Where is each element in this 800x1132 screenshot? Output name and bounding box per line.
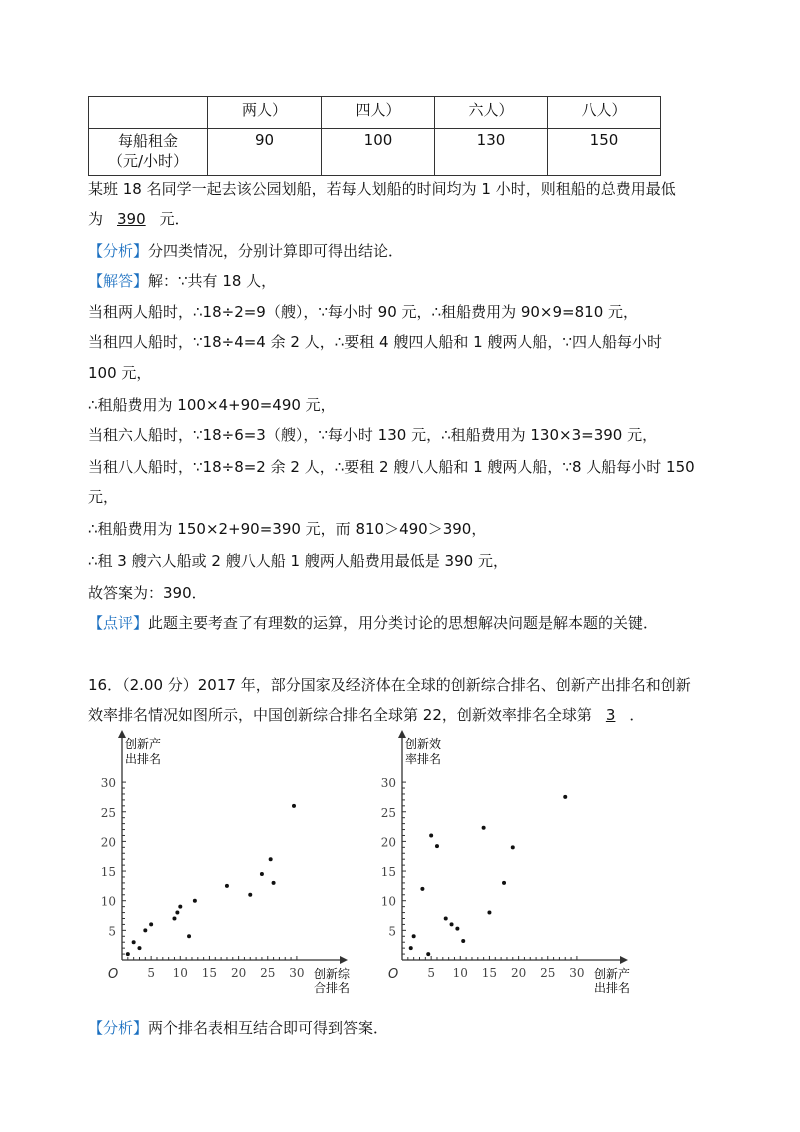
solution-text: 当租八人船时，∵18÷8=2 余 2 人，∴要租 2 艘八人船和 1 艘两人船，∵8 人船每小时 150 [88, 458, 695, 476]
question-text: 16．（2.00 分）2017 年，部分国家及经济体在全球的创新综合排名、创新产出排名和创新 [88, 676, 691, 694]
table-header [89, 97, 208, 129]
data-point [487, 911, 491, 915]
data-point [502, 881, 506, 885]
data-point [187, 934, 191, 938]
text: 为 [88, 210, 104, 228]
table-header: 六人） [435, 97, 548, 129]
solution-text: 当租六人船时，∵18÷6=3（艘），∵每小时 130 元，∴租船费用为 130×3=390 元， [88, 426, 658, 444]
table-cell: 90 [208, 129, 322, 176]
data-point [248, 893, 252, 897]
question-text: 某班 18 名同学一起去该公园划船，若每人划船的时间均为 1 小时，则租船的总费用最低 [88, 180, 676, 198]
solution-line [88, 362, 151, 383]
x-tick-label: 5 [147, 966, 155, 980]
data-point [126, 952, 130, 956]
text: 元． [159, 210, 190, 228]
row-label-line: （元/小时） [107, 152, 189, 170]
y-axis-label: 创新产 [125, 737, 162, 751]
data-point [149, 922, 153, 926]
comment-text: 此题主要考查了有理数的运算，用分类讨论的思想解决问题是解本题的关键． [148, 614, 659, 632]
table-cell: 100 [322, 129, 435, 176]
x-tick-label: 15 [201, 966, 218, 980]
data-point [178, 905, 182, 909]
y-axis-label: 创新效 [405, 737, 442, 751]
solution-tag: 【解答】 [88, 272, 149, 290]
data-point [420, 887, 424, 891]
solution-line [88, 518, 486, 539]
data-point [225, 884, 229, 888]
y-tick-label: 10 [100, 894, 116, 909]
answer: 390 [117, 210, 146, 228]
y-tick-label: 25 [380, 805, 396, 820]
data-point [143, 928, 147, 932]
question-text [88, 208, 190, 229]
solution-line [88, 456, 695, 477]
data-point [426, 952, 430, 956]
table-header: 八人） [548, 97, 661, 129]
data-point [429, 833, 433, 837]
y-tick-label: 5 [388, 924, 396, 939]
analysis-tag: 【分析】 [88, 242, 149, 260]
x-axis-label: 创新综 [314, 967, 351, 981]
table-cell: 150 [548, 129, 661, 176]
y-tick-label: 30 [380, 776, 396, 791]
x-tick-label: 25 [540, 966, 556, 980]
y-tick-label: 5 [108, 924, 116, 939]
y-tick-label: 15 [380, 865, 396, 880]
analysis-tag: 【分析】 [88, 1019, 149, 1037]
x-axis-label: 出排名 [594, 981, 631, 995]
text: 效率排名情况如图所示，中国创新综合排名全球第 22，创新效率排名全球第 [88, 706, 592, 724]
y-tick-label: 25 [100, 805, 116, 820]
y-tick-label: 20 [100, 835, 116, 850]
scatter-chart-output [92, 730, 362, 1000]
data-point [172, 916, 176, 920]
x-tick-label: 15 [481, 966, 498, 980]
analysis-text: 分四类情况，分别计算即可得出结论． [148, 242, 404, 260]
data-point [412, 934, 416, 938]
y-tick-label: 20 [380, 835, 396, 850]
x-axis-label: 创新产 [594, 967, 631, 981]
y-tick-label: 15 [100, 865, 116, 880]
boat-rent-table [88, 96, 661, 176]
solution-line [88, 582, 207, 603]
data-point [272, 881, 276, 885]
y-axis-label: 出排名 [125, 752, 162, 766]
solution-text: ∴租 3 艘六人船或 2 艘八人船 1 艘两人船费用最低是 390 元， [88, 552, 508, 570]
solution-text: ∴租船费用为 100×4+90=490 元， [88, 396, 336, 414]
data-point [461, 939, 465, 943]
y-tick-label: 10 [380, 894, 396, 909]
data-point [137, 946, 141, 950]
comment-tag: 【点评】 [88, 614, 149, 632]
row-label-line: 每船租金 [117, 132, 178, 150]
data-point [260, 872, 264, 876]
solution-text: 当租四人船时，∵18÷4=4 余 2 人，∴要租 4 艘四人船和 1 艘两人船，∵四人船每小时 [88, 333, 662, 351]
data-point [292, 804, 296, 808]
text: ． [629, 706, 645, 724]
question-text [88, 704, 644, 725]
x-arrow-icon [340, 956, 348, 964]
y-axis-label: 率排名 [405, 752, 442, 766]
table-header: 四人） [322, 97, 435, 129]
y-tick-label: 30 [100, 776, 116, 791]
table-header: 两人） [208, 97, 322, 129]
data-point [450, 922, 454, 926]
solution-line [88, 394, 336, 415]
data-point [563, 795, 567, 799]
data-point [482, 826, 486, 830]
data-point [511, 845, 515, 849]
data-point [409, 946, 413, 950]
x-axis-label: 合排名 [314, 981, 351, 995]
solution-line [88, 424, 657, 445]
analysis-text: 两个排名表相互结合即可得到答案． [148, 1019, 389, 1037]
solution-line [88, 270, 276, 291]
solution-line [88, 486, 118, 507]
solution-text: ∴租船费用为 150×2+90=390 元，而 810＞490＞390， [88, 520, 487, 538]
x-tick-label: 10 [452, 966, 468, 980]
scatter-chart-efficiency [372, 730, 642, 1000]
x-tick-label: 25 [260, 966, 276, 980]
solution-text: 解：∵共有 18 人， [148, 272, 277, 290]
data-point [435, 844, 439, 848]
data-point [444, 916, 448, 920]
solution-text: 当租两人船时，∴18÷2=9（艘），∵每小时 90 元，∴租船费用为 90×9=810 元， [88, 303, 638, 321]
x-tick-label: 20 [510, 966, 527, 980]
data-point [175, 911, 179, 915]
data-point [269, 857, 273, 861]
solution-line [88, 331, 662, 352]
answer: 3 [605, 706, 616, 724]
origin-label: O [108, 967, 119, 982]
x-tick-label: 20 [230, 966, 247, 980]
x-tick-label: 5 [427, 966, 435, 980]
origin-label: O [388, 967, 399, 982]
solution-text: 元， [88, 488, 119, 506]
data-point [132, 940, 136, 944]
analysis [88, 1017, 388, 1038]
x-tick-label: 30 [569, 966, 585, 980]
x-arrow-icon [620, 956, 628, 964]
x-tick-label: 30 [289, 966, 305, 980]
table-cell: 130 [435, 129, 548, 176]
row-label [89, 129, 208, 176]
data-point [193, 899, 197, 903]
solution-line [88, 301, 638, 322]
solution-text: 故答案为：390． [88, 584, 207, 602]
comment [88, 612, 658, 633]
solution-text: 100 元， [88, 364, 152, 382]
data-point [455, 927, 459, 931]
x-tick-label: 10 [172, 966, 188, 980]
solution-line [88, 550, 508, 571]
analysis [88, 240, 403, 261]
